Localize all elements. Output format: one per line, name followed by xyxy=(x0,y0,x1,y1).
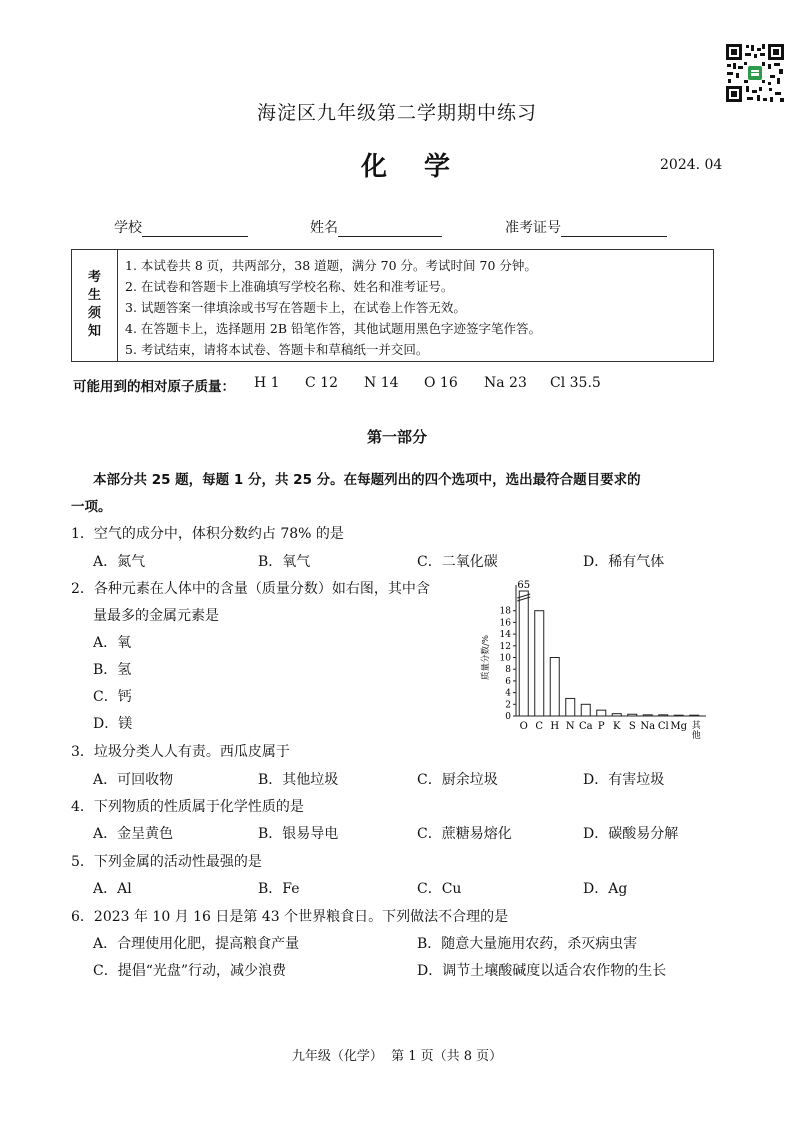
bar-Na xyxy=(643,715,652,716)
notice-label-char: 须 xyxy=(87,306,101,321)
q2-option-a[interactable]: A．氧 xyxy=(93,635,132,651)
question-4: 4．下列物质的性质属于化学性质的是 xyxy=(71,799,304,815)
bar-P xyxy=(597,710,606,716)
y-tick-label: 14 xyxy=(499,630,511,641)
atomic-mass-n: N 14 xyxy=(364,375,399,391)
q6-option-c[interactable]: C．提倡“光盘”行动，减少浪费 xyxy=(93,963,287,979)
notice-label xyxy=(72,250,118,361)
q2-option-b[interactable]: B．氢 xyxy=(93,662,132,678)
qr-code xyxy=(724,42,786,104)
y-tick-label: 18 xyxy=(499,606,511,617)
q3-option-b[interactable]: B．其他垃圾 xyxy=(258,772,339,788)
y-tick-label: 16 xyxy=(499,618,511,629)
q5-option-b[interactable]: B．Fe xyxy=(258,881,300,897)
y-axis-label: 质量分数/% xyxy=(481,635,491,680)
q5-option-d[interactable]: D．Ag xyxy=(583,881,628,897)
x-tick-label: H xyxy=(550,721,560,732)
element-content-chart-svg xyxy=(474,576,724,772)
part-intro-cont: 一项。 xyxy=(71,499,112,515)
subject-title: 化 学 xyxy=(361,152,465,182)
y-tick-label: 10 xyxy=(499,653,511,664)
y-tick-label: 8 xyxy=(505,665,511,676)
notice-box xyxy=(71,249,714,362)
notice-item: 3. 试题答案一律填涂或书写在答题卡上，在试卷上作答无效。 xyxy=(125,300,466,315)
q6-option-d[interactable]: D．调节土壤酸碱度以适合农作物的生长 xyxy=(417,963,667,979)
x-tick-label: C xyxy=(535,721,544,732)
bar-O xyxy=(519,591,528,716)
q1-option-d[interactable]: D．稀有气体 xyxy=(583,554,665,570)
q6-option-b[interactable]: B．随意大量施用农药，杀灭病虫害 xyxy=(417,936,638,952)
bar-K xyxy=(612,714,621,716)
exam-date: 2024. 04 xyxy=(660,157,723,173)
x-tick-label: Na xyxy=(640,721,656,732)
bar-S xyxy=(628,714,637,716)
notice-item: 4. 在答题卡上，选择题用 2B 铅笔作答，其他试题用黑色字迹签字笔作答。 xyxy=(125,321,541,336)
bar-value-label: 65 xyxy=(517,580,531,591)
notice-list xyxy=(125,255,541,360)
exam-id-blank[interactable] xyxy=(561,222,667,237)
q1-option-b[interactable]: B．氧气 xyxy=(258,554,311,570)
exam-id-label: 准考证号 xyxy=(505,220,561,236)
atomic-mass-na: Na 23 xyxy=(484,375,527,391)
qr-code-graphic xyxy=(724,42,786,104)
y-tick-label: 0 xyxy=(505,712,511,722)
bar-Cl xyxy=(659,715,668,716)
y-tick-label: 2 xyxy=(505,700,511,711)
q4-option-d[interactable]: D．碳酸易分解 xyxy=(583,826,679,842)
notice-item: 1. 本试卷共 8 页，共两部分，38 道题，满分 70 分。考试时间 70 分钟。 xyxy=(125,258,537,273)
x-tick-label: Cl xyxy=(657,721,669,732)
q5-option-a[interactable]: A．Al xyxy=(93,881,132,897)
bar-N xyxy=(566,698,575,716)
question-2: 2．各种元素在人体中的含量（质量分数）如右图，其中含 xyxy=(71,581,430,597)
question-3: 3．垃圾分类人人有责。西瓜皮属于 xyxy=(71,744,290,760)
bar-H xyxy=(550,658,559,717)
question-1: 1．空气的成分中，体积分数约占 78% 的是 xyxy=(71,526,344,542)
q5-option-c[interactable]: C．Cu xyxy=(417,881,462,897)
page-footer: 九年级（化学） 第 1 页（共 8 页） xyxy=(291,1049,503,1064)
name-blank[interactable] xyxy=(338,222,442,237)
x-tick-label: P xyxy=(597,721,605,732)
q4-option-c[interactable]: C．蔗糖易熔化 xyxy=(417,826,512,842)
name-field xyxy=(310,217,442,237)
exam-title: 海淀区九年级第二学期期中练习 xyxy=(256,102,537,124)
q1-option-a[interactable]: A．氮气 xyxy=(93,554,146,570)
notice-label-char: 考 xyxy=(87,270,101,285)
x-tick-label: Mg xyxy=(670,721,688,732)
q6-option-a[interactable]: A．合理使用化肥，提高粮食产量 xyxy=(93,936,300,952)
school-blank[interactable] xyxy=(142,222,248,237)
q4-option-b[interactable]: B．银易导电 xyxy=(258,826,339,842)
q3-option-d[interactable]: D．有害垃圾 xyxy=(583,772,665,788)
q3-option-c[interactable]: C．厨余垃圾 xyxy=(417,772,498,788)
x-tick-label: S xyxy=(628,721,636,732)
x-tick-label: N xyxy=(565,721,575,732)
notice-item: 2. 在试卷和答题卡上准确填写学校名称、姓名和准考证号。 xyxy=(125,279,454,294)
atomic-mass-c: C 12 xyxy=(305,375,338,391)
atomic-mass-h: H 1 xyxy=(254,375,280,391)
x-tick-label-其他-1: 他 xyxy=(691,731,701,741)
y-tick-label: 4 xyxy=(505,688,511,699)
atomic-mass-cl: Cl 35.5 xyxy=(550,375,601,391)
notice-item: 5. 考试结束，请将本试卷、答题卡和草稿纸一并交回。 xyxy=(125,342,429,357)
notice-label-char: 知 xyxy=(87,324,101,339)
bar-Mg xyxy=(674,715,683,716)
school-label: 学校 xyxy=(114,220,142,236)
x-tick-label: O xyxy=(519,721,528,732)
element-content-chart xyxy=(474,576,724,772)
atomic-mass-label: 可能用到的相对原子质量： xyxy=(73,379,235,395)
q4-option-a[interactable]: A．金呈黄色 xyxy=(93,826,174,842)
exam-id-field xyxy=(505,217,667,237)
q2-option-d[interactable]: D．镁 xyxy=(93,716,133,732)
y-tick-label: 6 xyxy=(505,676,511,687)
q2-option-c[interactable]: C．钙 xyxy=(93,689,132,705)
q3-option-a[interactable]: A．可回收物 xyxy=(93,772,174,788)
y-tick-label: 12 xyxy=(499,641,511,652)
x-tick-label: Ca xyxy=(578,721,593,732)
name-label: 姓名 xyxy=(310,220,338,236)
x-tick-label: K xyxy=(613,721,621,732)
question-6: 6．2023 年 10 月 16 日是第 43 个世界粮食日。下列做法不合理的是 xyxy=(71,909,509,925)
q1-option-c[interactable]: C．二氧化碳 xyxy=(417,554,498,570)
bar-C xyxy=(535,611,544,716)
school-field xyxy=(114,217,248,237)
atomic-mass-o: O 16 xyxy=(424,375,458,391)
notice-label-char: 生 xyxy=(87,288,101,303)
question-2-cont: 量最多的金属元素是 xyxy=(93,608,219,624)
bar-Ca xyxy=(581,704,590,716)
x-tick-label-其他-0: 其 xyxy=(691,721,701,731)
part-intro: 本部分共 25 题，每题 1 分，共 25 分。在每题列出的四个选项中，选出最符合题目要求的 xyxy=(93,472,641,488)
part-heading: 第一部分 xyxy=(366,428,427,446)
bar-其他 xyxy=(690,715,699,716)
question-5: 5．下列金属的活动性最强的是 xyxy=(71,854,262,870)
